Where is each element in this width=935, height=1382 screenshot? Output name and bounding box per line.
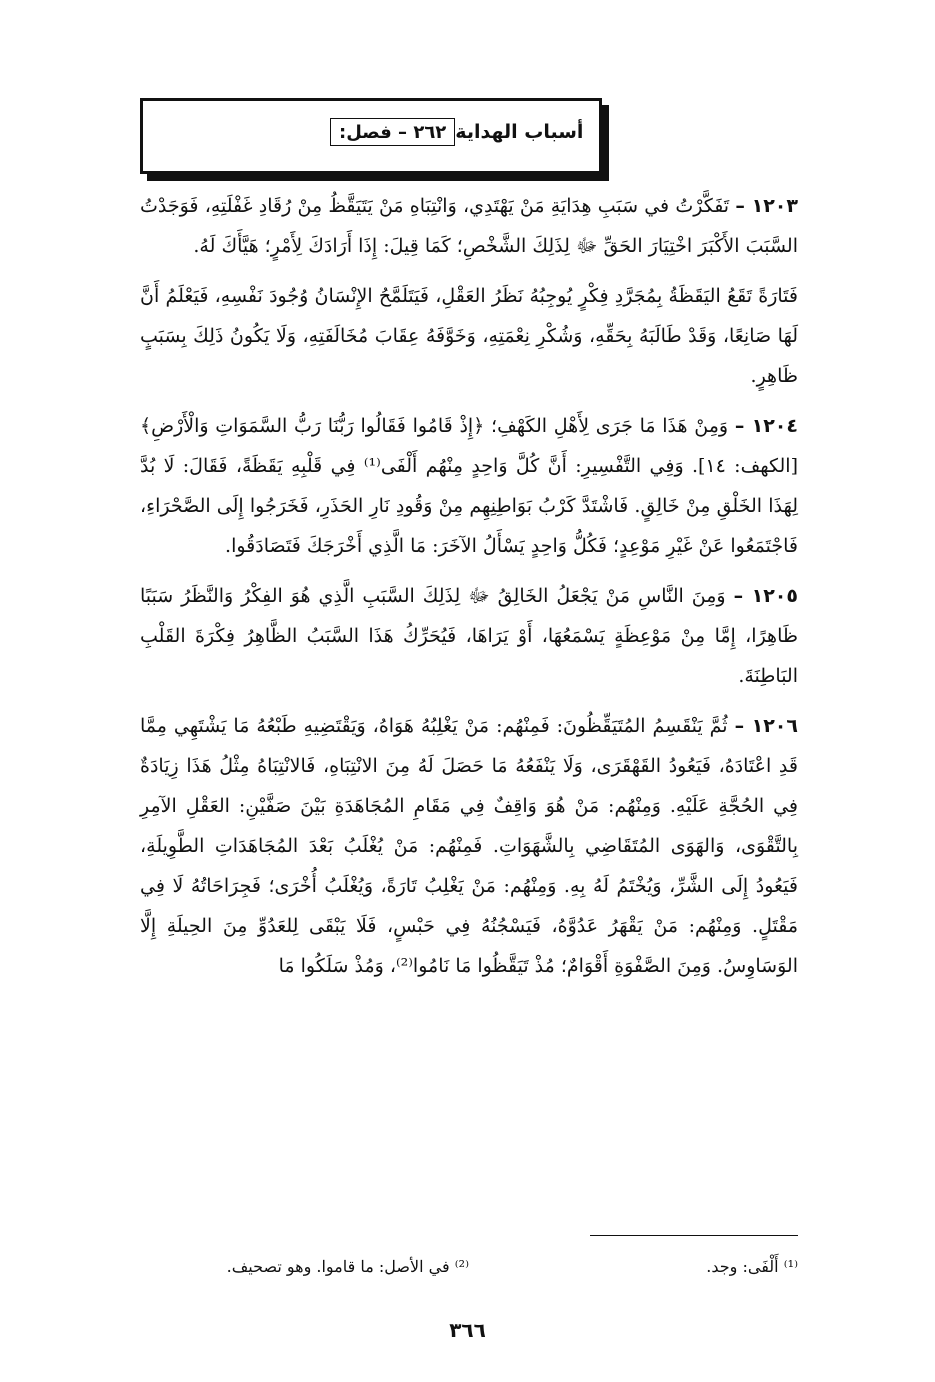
body-text [140,186,798,996]
footnote-2: ⁽²⁾ في الأصل: ما قاموا. وهو تصحيف. [226,1257,469,1276]
paragraph-text: ثُمَّ يَنْقَسِمُ المُتَيَقِّظُونَ: فَمِنْهُم: مَنْ يَغْلِبُهُ هَوَاهُ، وَيَقْتَضِيهِ طَبْعُهُ مَا يَشْتَهِي مِمَّا قَدِ اعْتَادَهُ، فَيَعُودُ القَهْقَرَى، وَلَا يَنْفَعُهُ مَا حَصَلَ لَهُ مِنَ الانْتِبَاهِ، فَالانْتِبَاهُ مِثْلُ هَذَا زِيَادَةٌ فِي الحُجَّةِ عَلَيْهِ. وَمِنْهُم: مَنْ هُوَ وَاقِفٌ فِي مَقَامِ المُجَاهَدَةِ بَيْنَ صَفَّيْنِ: العَقْلِ الآمِرِ بِالتَّقْوَى، وَالهَوَى المُتَقَاضِي بِالشَّهَوَاتِ. فَمِنْهُم: مَنْ يُغْلَبُ بَعْدَ المُجَاهَدَاتِ الطَّوِيلَةِ، فَيَعُودُ إِلَى الشَّرِّ، وَيُخْتَمُ لَهُ بِهِ. وَمِنْهُم: مَنْ يَغْلِبُ تَارَةً، وَيُغْلَبُ أُخْرَى؛ فَجِرَاحَاتُهُ لَا فِي مَقْتَلٍ. وَمِنْهُم: مَنْ يَقْهَرُ عَدُوَّهُ، فَيَسْجُنُهُ فِي حَبْسٍ، فَلَا يَبْقَى لِلعَدُوِّ مِنَ الحِيلَةِ إِلَّا الوَسَاوِسُ. وَمِنَ الصَّفْوَةِ أَقْوَامٌ؛ مُذْ تَيَقَّظُوا مَا نَامُوا⁽²⁾، وَمُذْ سَلَكُوا مَا [140,715,798,977]
footnote-1: ⁽¹⁾ أَلْفَى: وجد. [706,1257,798,1276]
paragraph-1204 [140,406,798,566]
paragraph-text: وَمِنَ النَّاسِ مَنْ يَجْعَلُ الخَالِقُ ﷻ لِذَلِكَ السَّبَبِ الَّذِي هُوَ الفِكْرُ وَالنَّظَرُ سَبَبًا ظَاهِرًا، إِمَّا مِنْ مَوْعِظَةٍ يَسْمَعُهَا، أَوْ يَرَاهَا، فَيُحَرِّكُ هَذَا السَّبَبُ الظَّاهِرُ فِكْرَةَ القَلْبِ البَاطِنَةَ. [140,585,798,687]
paragraph-1205 [140,576,798,696]
paragraph-text: وَمِنْ هَذَا مَا جَرَى لِأَهْلِ الكَهْفِ؛ ﴿إِذْ قَامُوا فَقَالُوا رَبُّنَا رَبُّ السَّمَوَاتِ وَالْأَرْضِ﴾ [الكهف: ١٤]. وَفِي التَّفْسِيرِ: أَنَّ كُلَّ وَاحِدٍ مِنْهُم أَلْفَى⁽¹⁾ فِي قَلْبِهِ يَقَظَةً، فَقَالَ: لَا بُدَّ لِهَذَا الخَلْقِ مِنْ خَالِقٍ. فَاشْتَدَّ كَرْبُ بَوَاطِنِهِم مِنْ وَقُودِ نَارِ الحَذَرِ، فَخَرَجُوا إِلَى الصَّحْرَاءِ، فَاجْتَمَعُوا عَنْ غَيْرِ مَوْعِدٍ؛ فَكُلُّ وَاحِدٍ يَسْأَلُ الآخَرَ: مَا الَّذِي أَخْرَجَكَ فَتَصَادَقُوا. [140,415,798,557]
paragraph-number: ١٢٠٥ – [733,585,798,607]
paragraph-number: ١٢٠٣ – [735,195,798,217]
footnotes [140,1252,798,1282]
paragraph-1203-continued [140,276,798,396]
chapter-header [330,117,587,147]
paragraph-number: ١٢٠٤ – [734,415,798,437]
chapter-number: ٢٦٢ – فصل: [330,118,455,146]
page-number: ٣٦٦ [449,1318,486,1342]
paragraph-text: تَفَكَّرْتُ في سَبَبِ هِدَايَةِ مَنْ يَهْتَدِي، وَانْتِبَاهِ مَنْ يَتَيَقَّظُ مِنْ رُقَادِ غَفْلَتِهِ، فَوَجَدْتُ السَّبَبَ الأَكْبَرَ اخْتِيَارَ الحَقِّ ﷻ لِذَلِكَ الشَّخْصِ؛ كَمَا قِيلَ: إِذَا أَرَادَكَ لِأَمْرٍ؛ هَيَّأَكَ لَهُ. [140,195,798,257]
chapter-title: أسباب الهداية [455,121,584,143]
paragraph-text: فَتَارَةً تَقَعُ اليَقَظَةُ بِمُجَرَّدِ فِكْرٍ يُوجِبُهُ نَظَرُ العَقْلِ، فَيَتَلَمَّحُ الإِنْسَانُ وُجُودَ نَفْسِهِ، فَيَعْلَمُ أَنَّ لَهَا صَانِعًا، وَقَدْ طَالَبَهُ بِحَقِّهِ، وَشُكْرِ نِعْمَتِهِ، وَخَوَّفَهُ عِقَابَ مُخَالَفَتِهِ، وَلَا يَكُونُ ذَلِكَ بِسَبَبٍ ظَاهِرٍ. [140,285,798,387]
paragraph-number: ١٢٠٦ – [734,715,798,737]
paragraph-1206 [140,706,798,986]
footnote-divider [590,1235,798,1236]
paragraph-1203 [140,186,798,266]
